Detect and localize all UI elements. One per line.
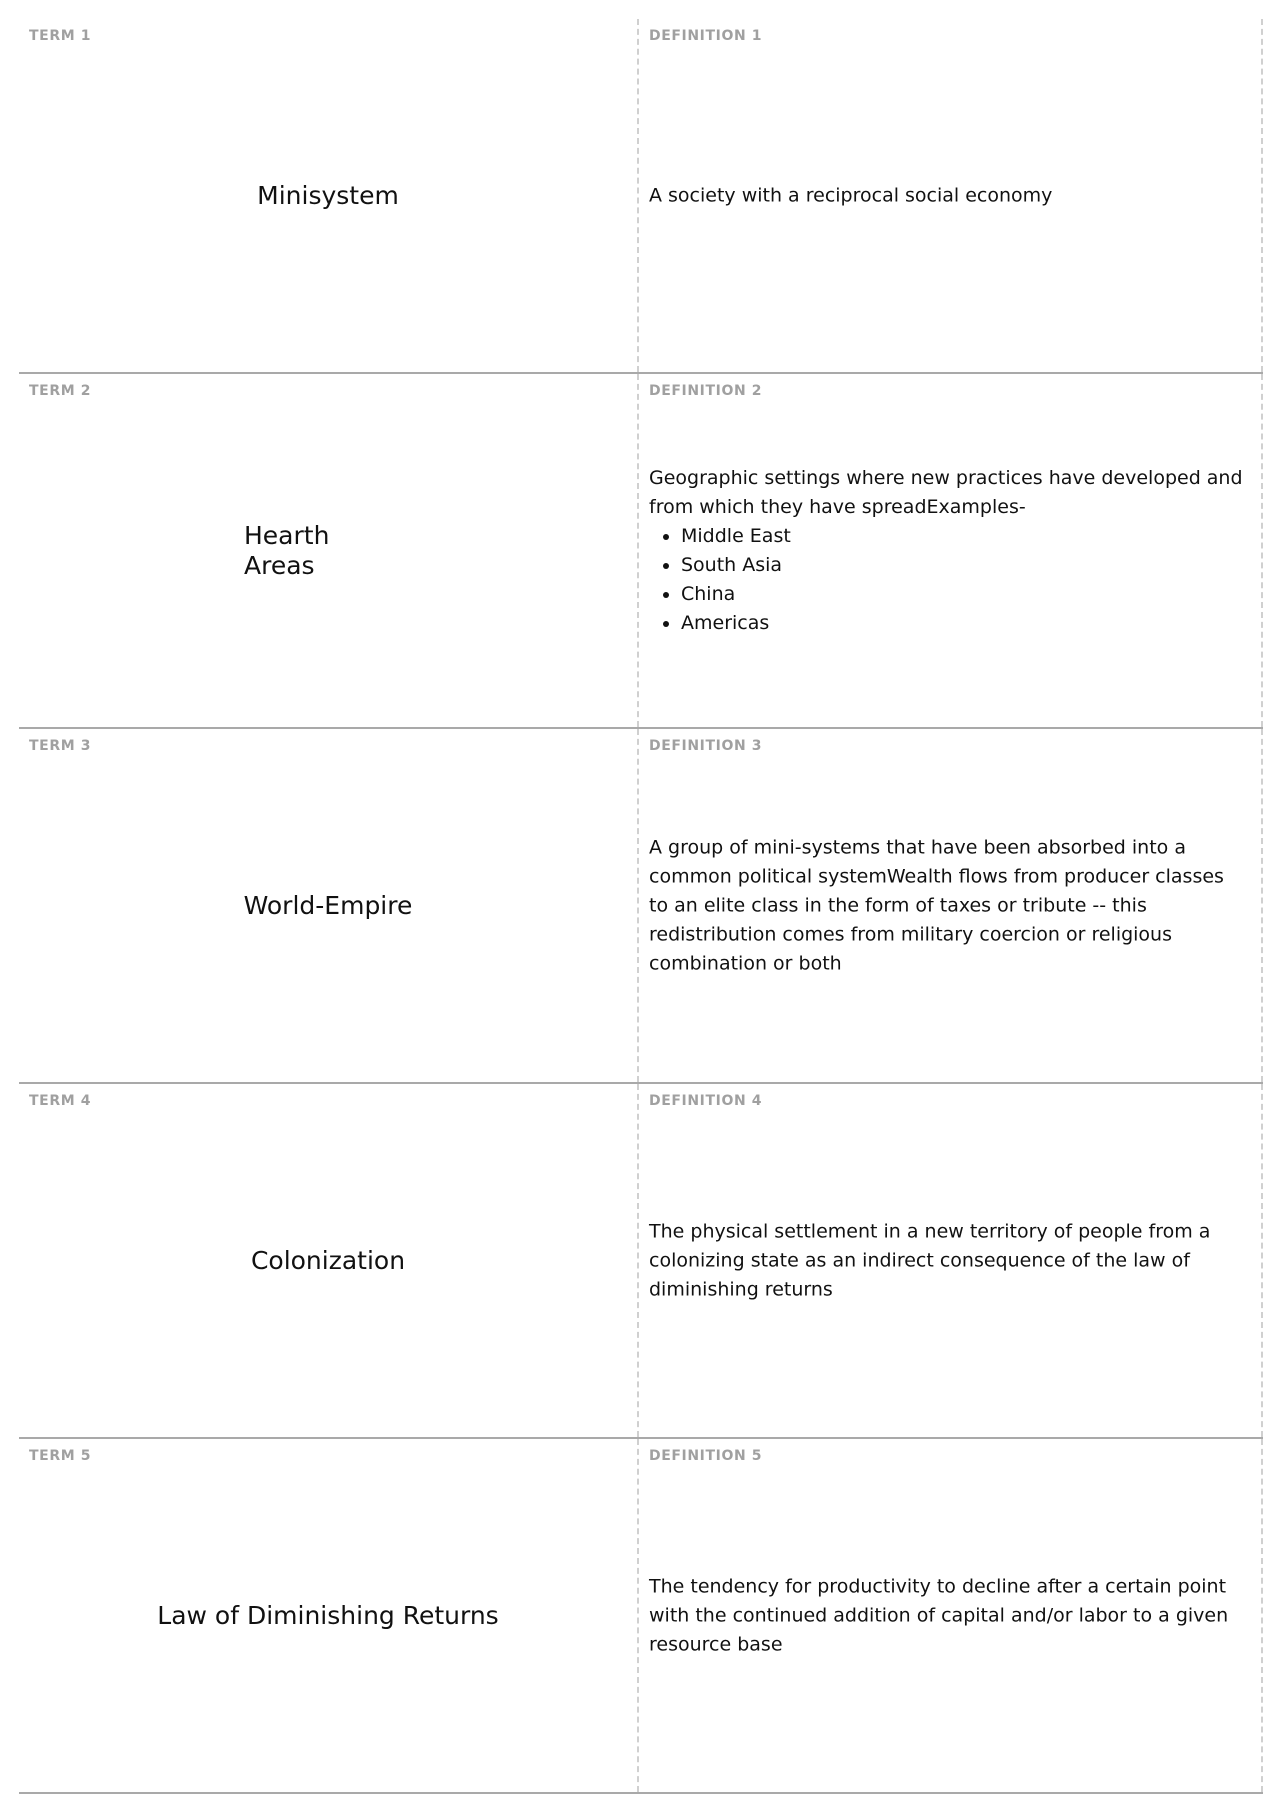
- definition-label: DEFINITION 5: [649, 1448, 763, 1464]
- term-label: TERM 2: [29, 383, 92, 399]
- definition-paragraph: The physical settlement in a new territory of people from a colonizing state as an indirect consequence of the law of diminishing returns: [649, 1220, 1211, 1300]
- flashcard-row-2: [19, 374, 1263, 729]
- term-cell: [19, 1084, 639, 1437]
- term-label: TERM 1: [29, 28, 92, 44]
- definition-cell: [639, 374, 1263, 727]
- definition-cell: [639, 19, 1263, 372]
- definition-cell: [639, 729, 1263, 1082]
- flashcard-row-3: [19, 729, 1263, 1084]
- definition-text: [649, 1572, 1249, 1659]
- flashcard-sheet: [19, 19, 1263, 1794]
- definition-text: [649, 181, 1249, 210]
- term-label: TERM 4: [29, 1093, 92, 1109]
- term-text: Hearth Areas: [244, 520, 330, 580]
- definition-text: [649, 833, 1249, 978]
- term-cell: [19, 19, 639, 372]
- definition-label: DEFINITION 2: [649, 383, 763, 399]
- term-label: TERM 3: [29, 738, 92, 754]
- term-label: TERM 5: [29, 1448, 92, 1464]
- definition-label: DEFINITION 4: [649, 1093, 763, 1109]
- definition-paragraph: A group of mini-systems that have been absorbed into a common political systemWealth flows from producer classes to an elite class in the form of taxes or tribute -- this redistribution comes from military coercion or religious combination or both: [649, 836, 1224, 974]
- term-cell: [19, 374, 639, 727]
- definition-label: DEFINITION 3: [649, 738, 763, 754]
- flashcard-row-1: [19, 19, 1263, 374]
- term-text: Colonization: [250, 1245, 406, 1275]
- definition-cell: [639, 1439, 1263, 1792]
- definition-paragraph: A society with a reciprocal social economy: [649, 184, 1053, 206]
- term-text: Minisystem: [257, 180, 399, 210]
- definition-text: [649, 464, 1249, 638]
- term-cell: [19, 729, 639, 1082]
- definition-cell: [639, 1084, 1263, 1437]
- term-cell: [19, 1439, 639, 1792]
- list-item: • Middle East: [681, 522, 1249, 551]
- definition-text: [649, 1217, 1249, 1304]
- term-text: World-Empire: [243, 890, 413, 920]
- flashcard-row-4: [19, 1084, 1263, 1439]
- term-text: Law of Diminishing Returns: [157, 1600, 499, 1630]
- list-item: • Americas: [681, 609, 1249, 638]
- definition-paragraph: Geographic settings where new practices have developed and from which they have spreadExamples-: [649, 466, 1243, 518]
- list-item: • China: [681, 580, 1249, 609]
- definition-paragraph: The tendency for productivity to decline after a certain point with the continued addition of capital and/or labor to a given resource base: [649, 1575, 1229, 1655]
- list-item: • South Asia: [681, 551, 1249, 580]
- definition-list: [649, 522, 1249, 638]
- flashcard-row-5: [19, 1439, 1263, 1794]
- definition-label: DEFINITION 1: [649, 28, 763, 44]
